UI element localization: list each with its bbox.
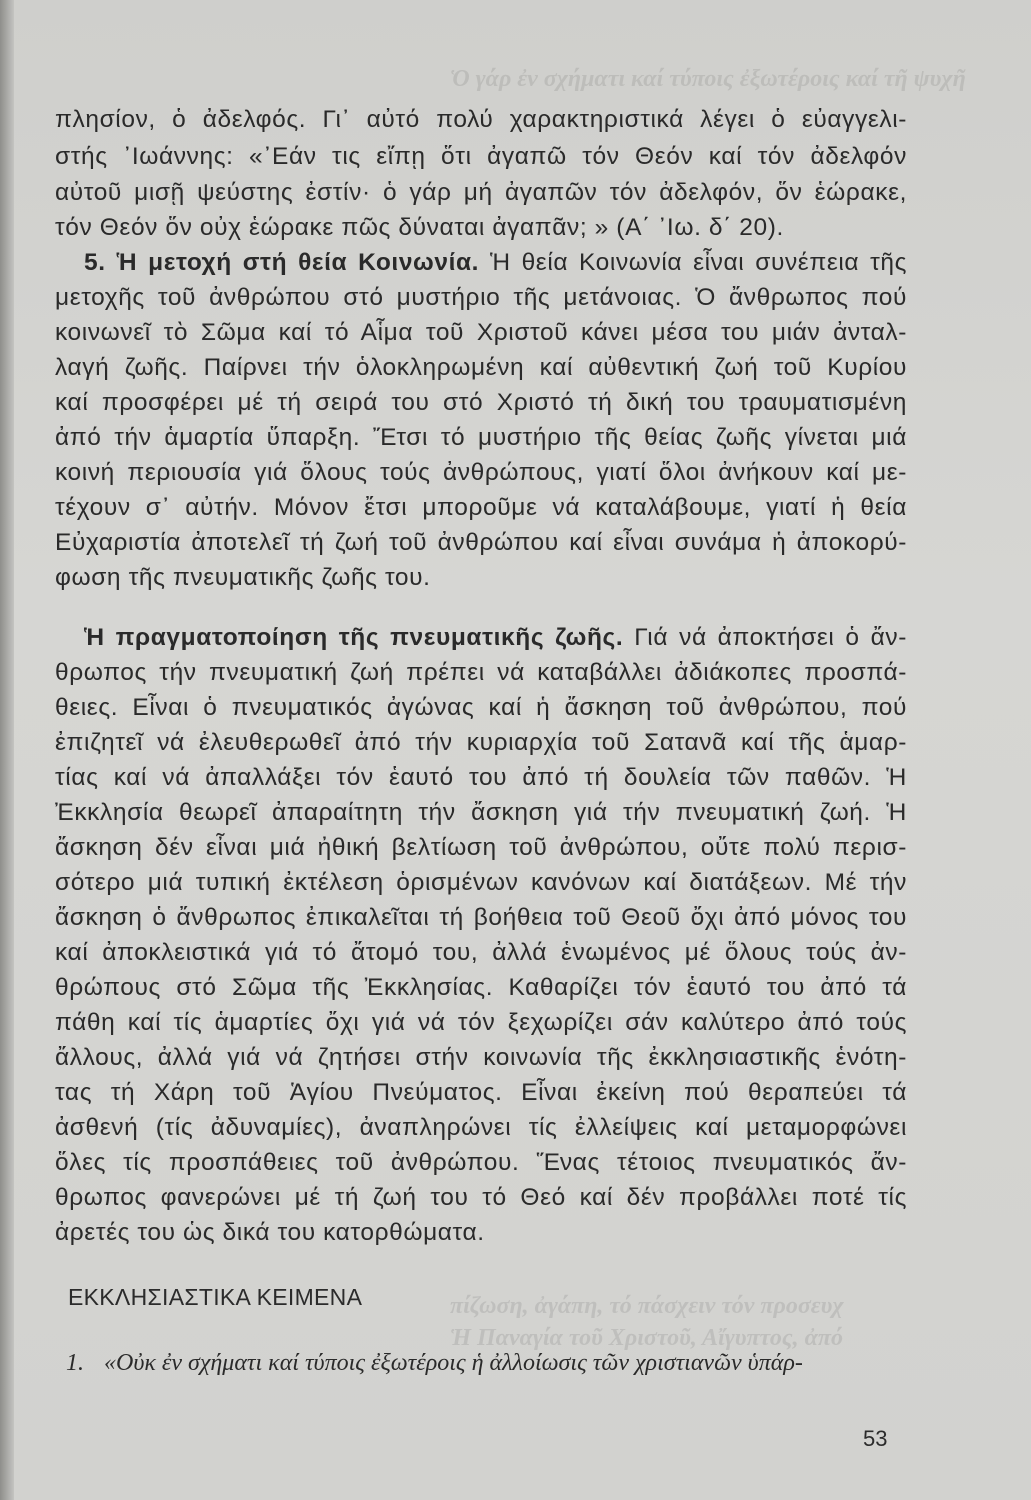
show-through-text: πίζωση, ἀγάπη, τό πάσχειν τόν προσευχ: [450, 1293, 844, 1319]
text-line: κοινή περιουσία γιά ὅλους τούς ἀνθρώπους, γιατί ὅλοι ἀνήκουν καί με-: [55, 459, 907, 486]
page-gutter-shadow: [0, 0, 14, 1500]
text-line: αὐτοῦ μισῇ ψεύστης ἐστίν· ὁ γάρ μή ἀγαπῶν τόν ἀδελφόν, ὅν ἑώρακε,: [55, 179, 907, 206]
quote-number: 1.: [66, 1350, 84, 1376]
quote-text: «Οὐκ ἐν σχήματι καί τύποις ἐξωτέροις ἡ ἀλλοίωσις τῶν χριστιανῶν ὑπάρ-: [104, 1350, 803, 1376]
text-line: ἀπό τήν ἁμαρτία ὕπαρξη. Ἔτσι τό μυστήριο τῆς θείας ζωῆς γίνεται μιά: [55, 424, 907, 451]
section-6-title: Ἡ πραγματοποίηση τῆς πνευματικῆς ζωῆς.: [84, 624, 624, 651]
text-line: Εὐχαριστία ἀποτελεῖ τή ζωή τοῦ ἀνθρώπου καί εἶναι συνάμα ἡ ἀποκορύ-: [55, 529, 907, 556]
text-line: ἄλλους, ἀλλά γιά νά ζητήσει στήν κοινωνία τῆς ἐκκλησιαστικῆς ἑνότη-: [55, 1044, 907, 1071]
text-line: ἄσκηση δέν εἶναι μιά ἠθική βελτίωση τοῦ ἀνθρώπου, οὔτε πολύ περισ-: [55, 834, 907, 861]
text-line: ἄσκηση ὁ ἄνθρωπος ἐπικαλεῖται τή βοήθεια τοῦ Θεοῦ ὄχι ἀπό μόνος του: [55, 904, 907, 931]
text-line: τέχουν σ᾽ αὐτήν. Μόνον ἔτσι μποροῦμε νά καταλάβουμε, γιατί ἡ θεία: [55, 494, 907, 521]
text-line: τας τή Χάρη τοῦ Ἁγίου Πνεύματος. Εἶναι ἐκείνη πού θεραπεύει τά: [55, 1079, 907, 1106]
text-line: σότερο μιά τυπική ἐκτέλεση ὁρισμένων κανόνων καί διατάξεων. Μέ τήν: [55, 869, 907, 896]
text-line: ἀρετές του ὡς δικά του κατορθώματα.: [55, 1219, 485, 1246]
section-5-first-line: 5. Ἡ μετοχή στή θεία Κοινωνία. Ἡ θεία Κοινωνία εἶναι συνέπεια τῆς: [84, 249, 907, 276]
text-line: στής ᾽Ιωάννης: «᾽Εάν τις εἴπῃ ὅτι ἀγαπῶ τόν Θεόν καί τόν ἀδελφόν: [55, 143, 907, 170]
text-line: τόν Θεόν ὅν οὐχ ἑώρακε πῶς δύναται ἀγαπᾶν; » (Α΄ ᾽Ιω. δ΄ 20).: [55, 214, 784, 241]
text-line: φωση τῆς πνευματικῆς ζωῆς του.: [55, 564, 431, 591]
text-line: θρωπος φανερώνει μέ τή ζωή του τό Θεό καί δέν προβάλλει ποτέ τίς: [55, 1184, 907, 1211]
text-line: καί ἀποκλειστικά γιά τό ἄτομό του, ἀλλά ἑνωμένος μέ ὅλους τούς ἀν-: [55, 939, 907, 966]
text-line: θειες. Εἶναι ὁ πνευματικός ἀγώνας καί ἡ ἄσκηση τοῦ ἀνθρώπου, πού: [55, 694, 907, 721]
quote-line: [66, 1350, 908, 1377]
show-through-text: Ἡ Παναγία τοῦ Χριστοῦ, Αἴγυπτος, ἀπό: [450, 1325, 843, 1351]
text-line: πλησίον, ὁ ἀδελφός. Γι᾽ αὐτό πολύ χαρακτηριστικά λέγει ὁ εὐαγγελι-: [55, 106, 907, 133]
text-line: πάθη καί τίς ἁμαρτίες ὄχι γιά νά τόν ξεχωρίζει σάν καλύτερο ἀπό τούς: [55, 1009, 907, 1036]
text-line: θρωπος τήν πνευματική ζωή πρέπει νά καταβάλλει ἀδιάκοπες προσπά-: [55, 659, 907, 686]
section-5-title: 5. Ἡ μετοχή στή θεία Κοινωνία.: [84, 249, 480, 276]
text-line: τίας καί νά ἀπαλλάξει τόν ἑαυτό του ἀπό τή δουλεία τῶν παθῶν. Ἡ: [55, 764, 907, 791]
text-line: Ἐκκλησία θεωρεῖ ἀπαραίτητη τήν ἄσκηση γιά τήν πνευματική ζωή. Ἡ: [55, 799, 907, 826]
text-line: ὅλες τίς προσπάθειες τοῦ ἀνθρώπου. Ἕνας τέτοιος πνευματικός ἄν-: [55, 1149, 907, 1176]
section-heading: ΕΚΚΛΗΣΙΑΣΤΙΚΑ ΚΕΙΜΕΝΑ: [68, 1284, 363, 1310]
text-line: θρώπους στό Σῶμα τῆς Ἐκκλησίας. Καθαρίζει τόν ἑαυτό του ἀπό τά: [55, 974, 907, 1001]
text-line: κοινωνεῖ τὸ Σῶμα καί τό Αἷμα τοῦ Χριστοῦ κάνει μέσα του μιάν ἀνταλ-: [55, 319, 907, 346]
text-line: λαγή ζωῆς. Παίρνει τήν ὁλοκληρωμένη καί αὐθεντική ζωή τοῦ Κυρίου: [55, 354, 907, 381]
section-6-first-line: Ἡ πραγματοποίηση τῆς πνευματικῆς ζωῆς. Γιά νά ἀποκτήσει ὁ ἄν-: [84, 624, 907, 651]
page-number: 53: [863, 1426, 888, 1451]
show-through-text: Ὁ γάρ ἐν σχήματι καί τύποις ἐξωτέροις καί τῆ ψυχῆ: [450, 66, 966, 92]
text-line: μετοχῆς τοῦ ἀνθρώπου στό μυστήριο τῆς μετάνοιας. Ὁ ἄνθρωπος πού: [55, 284, 907, 311]
text-line: ἐπιζητεῖ νά ἐλευθερωθεῖ ἀπό τήν κυριαρχία τοῦ Σατανᾶ καί τῆς ἁμαρ-: [55, 729, 907, 756]
text-line: ἀσθενή (τίς ἀδυναμίες), ἀναπληρώνει τίς ἐλλείψεις καί μεταμορφώνει: [55, 1114, 907, 1141]
text-line: καί προσφέρει μέ τή σειρά του στό Χριστό τή δική του τραυματισμένη: [55, 389, 907, 416]
